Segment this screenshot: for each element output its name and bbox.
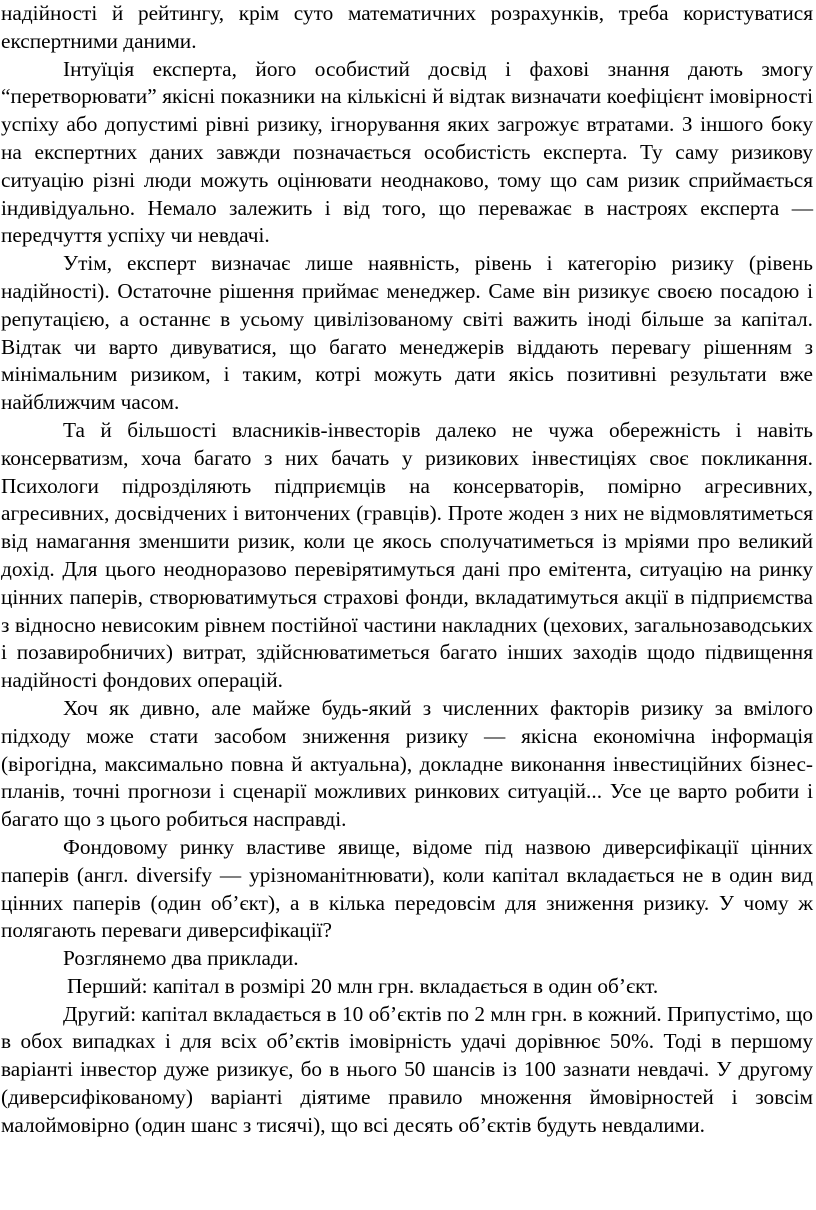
- paragraph-diversification: Фондовому ринку властиве явище, відоме під назвою диверсифікації цінних паперів (англ. diversify — урізноманітнювати), коли капітал вкладається не в один вид цінних паперів (один об’єкт), а в кілька передовсім для зниження ризику. У чому ж полягають переваги диверсифікації?: [1, 834, 813, 943]
- paragraph-risk-factors: Хоч як дивно, але майже будь-який з численних факторів ризику за вмілого підходу може стати засобом зниження ризику — якісна економічна інформація (вірогідна, максимально повна й актуальна), докладне виконання інвестиційних бізнес-планів, точні прогнози і сценарії можливих ринкових ситуацій... Усе це варто робити і багато що з цього робиться насправді.: [1, 695, 813, 832]
- paragraph-continued-from-previous-page: надійності й рейтингу, крім суто математичних розрахунків, треба користуватися експертними даними.: [1, 1, 813, 53]
- paragraph-second-example: Другий: капітал вкладається в 10 об’єктів по 2 млн грн. в кожний. Припустімо, що в обох випадках і для всіх об’єктів імовірність удачі дорівнює 50%. Тоді в першому варіанті інвестор дуже ризикує, бо в нього 50 шансів із 100 зазнати невдачі. У другому (диверсифікованому) варіанті діятиме правило множення ймовірностей і зовсім малоймовірно (один шанс з тисячі), що всі десять об’єктів будуть невдалими.: [1, 1001, 813, 1137]
- paragraph-expert-intuition: Інтуїція експерта, його особистий досвід і фахові знання дають змогу “перетворювати” якісні показники на кількісні й відтак визначати коефіцієнт імовірності успіху або допустимі рівні ризику, ігнорування яких загрожує втратами. З іншого боку на експертних даних завжди позначається особистість експерта. Ту саму ризикову ситуацію різні люди можуть оцінювати неоднаково, тому що сам ризик сприймається індивідуально. Немало залежить і від того, що переважає в настроях експерта — передчуття успіху чи невдачі.: [1, 56, 813, 248]
- paragraph-first-example: Перший: капітал в розмірі 20 млн грн. вкладається в один об’єкт.: [67, 973, 659, 998]
- paragraph-investor-caution: Та й більшості власників-інвесторів далеко не чужа обережність і навіть консерватизм, хоча багато з них бачать у ризикових інвестиціях своє покликання. Психологи підрозділяють підприємців на консерваторів, помірно агресивних, агресивних, досвідчених і витончених (гравців). Проте жоден з них не відмовлятиметься від намагання зменшити ризик, коли це якось сполучатиметься із мріями про великий дохід. Для цього неодноразово перевірятимуться дані про емітента, ситуацію на ринку цінних паперів, створюватимуться страхові фонди, вкладатимуться акції в підприємства з відносно невисоким рівнем постійної частини накладних (цехових, загальнозаводських і позавиробничих) витрат, здійснюватиметься багато інших заходів щодо підвищення надійності фондових операцій.: [1, 417, 813, 693]
- paragraph-two-examples: Розглянемо два приклади.: [63, 946, 299, 971]
- paragraph-manager-decision: Утім, експерт визначає лише наявність, рівень і категорію ризику (рівень надійності). Остаточне рішення приймає менеджер. Саме він ризикує своєю посадою і репутацією, а останнє в усьому цивілізованому світі важить іноді більше за капітал. Відтак чи варто дивуватися, що багато менеджерів віддають перевагу рішенням з мінімальним ризиком, і таким, котрі можуть дати якісь позитивні результати вже найближчим часом.: [1, 251, 813, 415]
